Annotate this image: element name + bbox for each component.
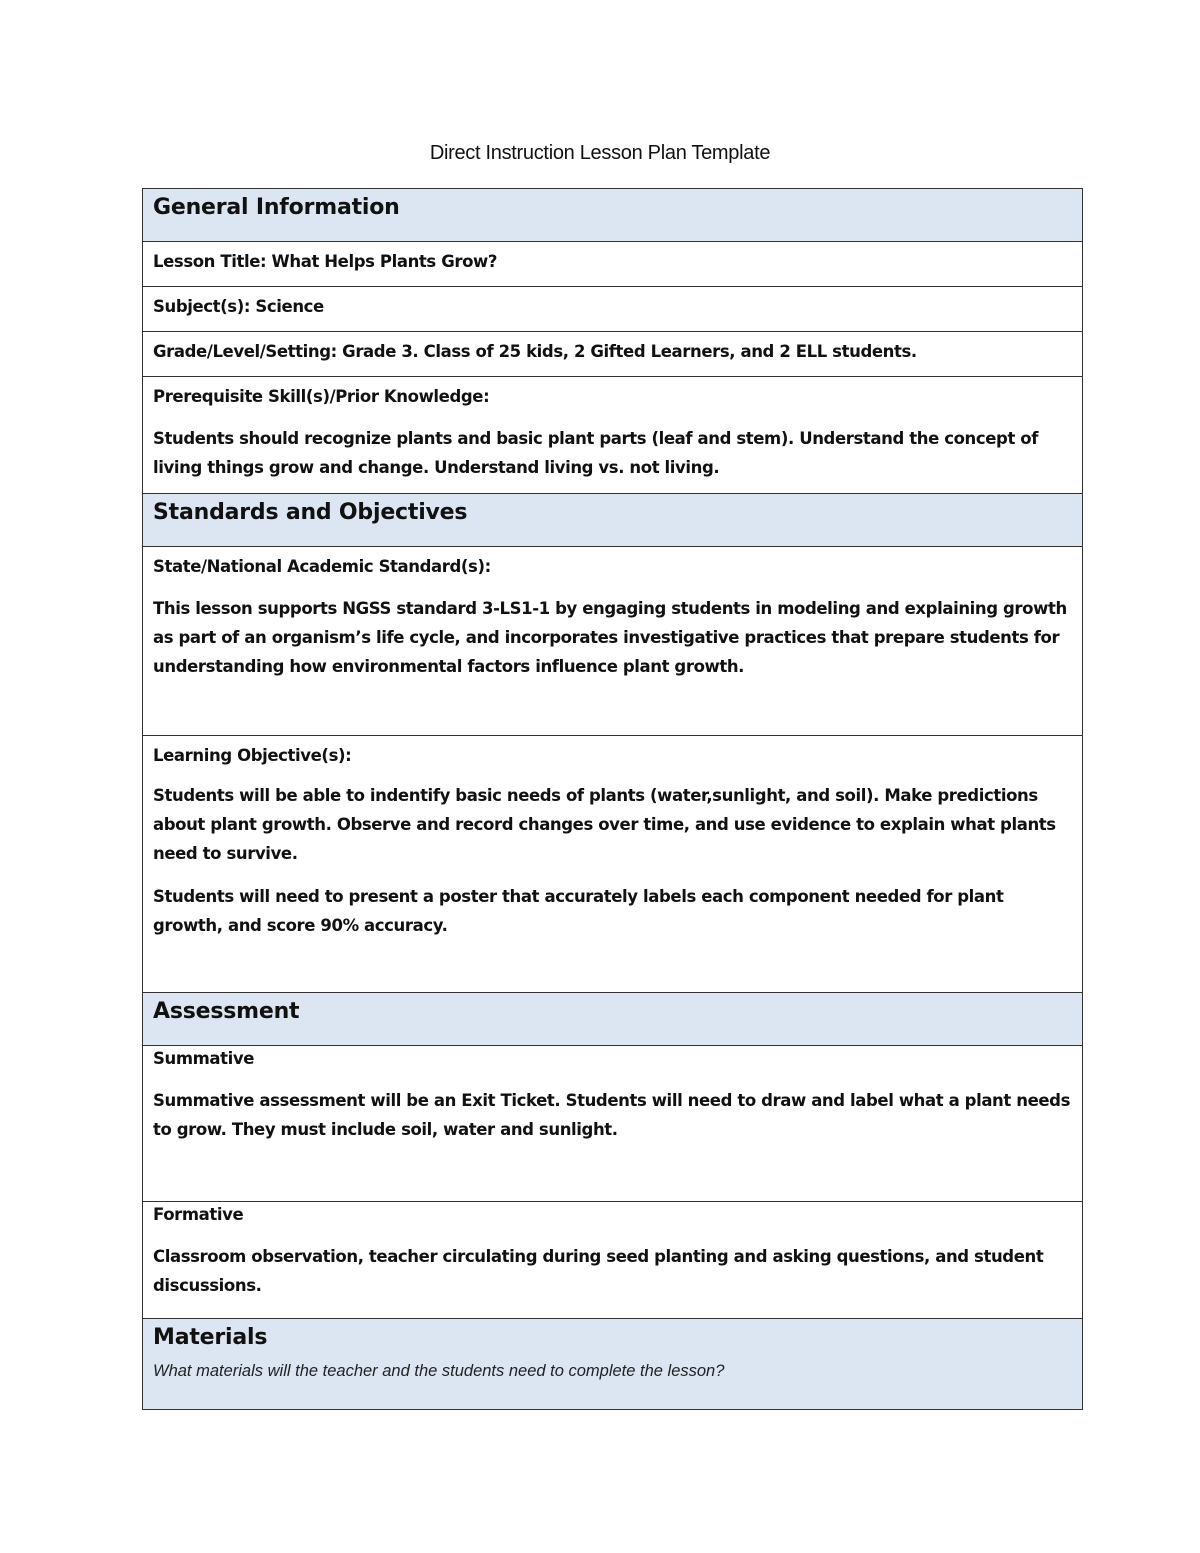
lesson-plan-table (142, 188, 1083, 1410)
materials-prompt: What materials will the teacher and the students need to complete the lesson? (153, 1362, 725, 1380)
objectives-text-2: Students will need to present a poster that accurately labels each component needed for plant growth, and score 90% accuracy. (153, 887, 1004, 935)
row-subjects (143, 287, 1083, 332)
objectives-text-1: Students will be able to indentify basic needs of plants (water,sunlight, and soil). Make predictions about plant growth. Observe and record changes over time, and use evidence to explain what plants need to survive. (153, 786, 1056, 863)
row-prerequisite (143, 377, 1083, 494)
section-general-information (143, 189, 1083, 242)
prerequisite-text: Students should recognize plants and basic plant parts (leaf and stem). Understand the concept of living things grow and change. Understand living vs. not living. (153, 429, 1038, 477)
row-learning-objectives (143, 736, 1083, 993)
formative-label: Formative (153, 1205, 244, 1224)
summative-label: Summative (153, 1049, 255, 1068)
row-summative (143, 1046, 1083, 1202)
grade-level-setting: Grade/Level/Setting: Grade 3. Class of 25 kids, 2 Gifted Learners, and 2 ELL students. (153, 342, 917, 361)
row-lesson-title (143, 242, 1083, 287)
section-assessment (143, 993, 1083, 1046)
section-heading: Materials (153, 1325, 268, 1350)
row-grade-level-setting (143, 332, 1083, 377)
lesson-title: Lesson Title: What Helps Plants Grow? (153, 252, 498, 271)
subjects: Subject(s): Science (153, 297, 324, 316)
section-heading: General Information (153, 195, 400, 220)
prerequisite-label: Prerequisite Skill(s)/Prior Knowledge: (153, 387, 490, 406)
standards-label: State/National Academic Standard(s): (153, 557, 491, 576)
section-heading: Assessment (153, 999, 300, 1024)
document-title: Direct Instruction Lesson Plan Template (429, 142, 771, 164)
standards-text: This lesson supports NGSS standard 3-LS1-1 by engaging students in modeling and explaining growth as part of an organism’s life cycle, and incorporates investigative practices that prepare students for understanding how environmental factors influence plant growth. (153, 599, 1067, 676)
row-formative (143, 1202, 1083, 1319)
row-standards (143, 547, 1083, 736)
section-heading: Standards and Objectives (153, 500, 468, 525)
formative-text: Classroom observation, teacher circulating during seed planting and asking questions, and student discussions. (153, 1247, 1044, 1295)
section-materials (143, 1319, 1083, 1410)
section-standards-objectives (143, 494, 1083, 547)
summative-text: Summative assessment will be an Exit Ticket. Students will need to draw and label what a plant needs to grow. They must include soil, water and sunlight. (153, 1091, 1070, 1139)
objectives-label: Learning Objective(s): (153, 746, 352, 765)
